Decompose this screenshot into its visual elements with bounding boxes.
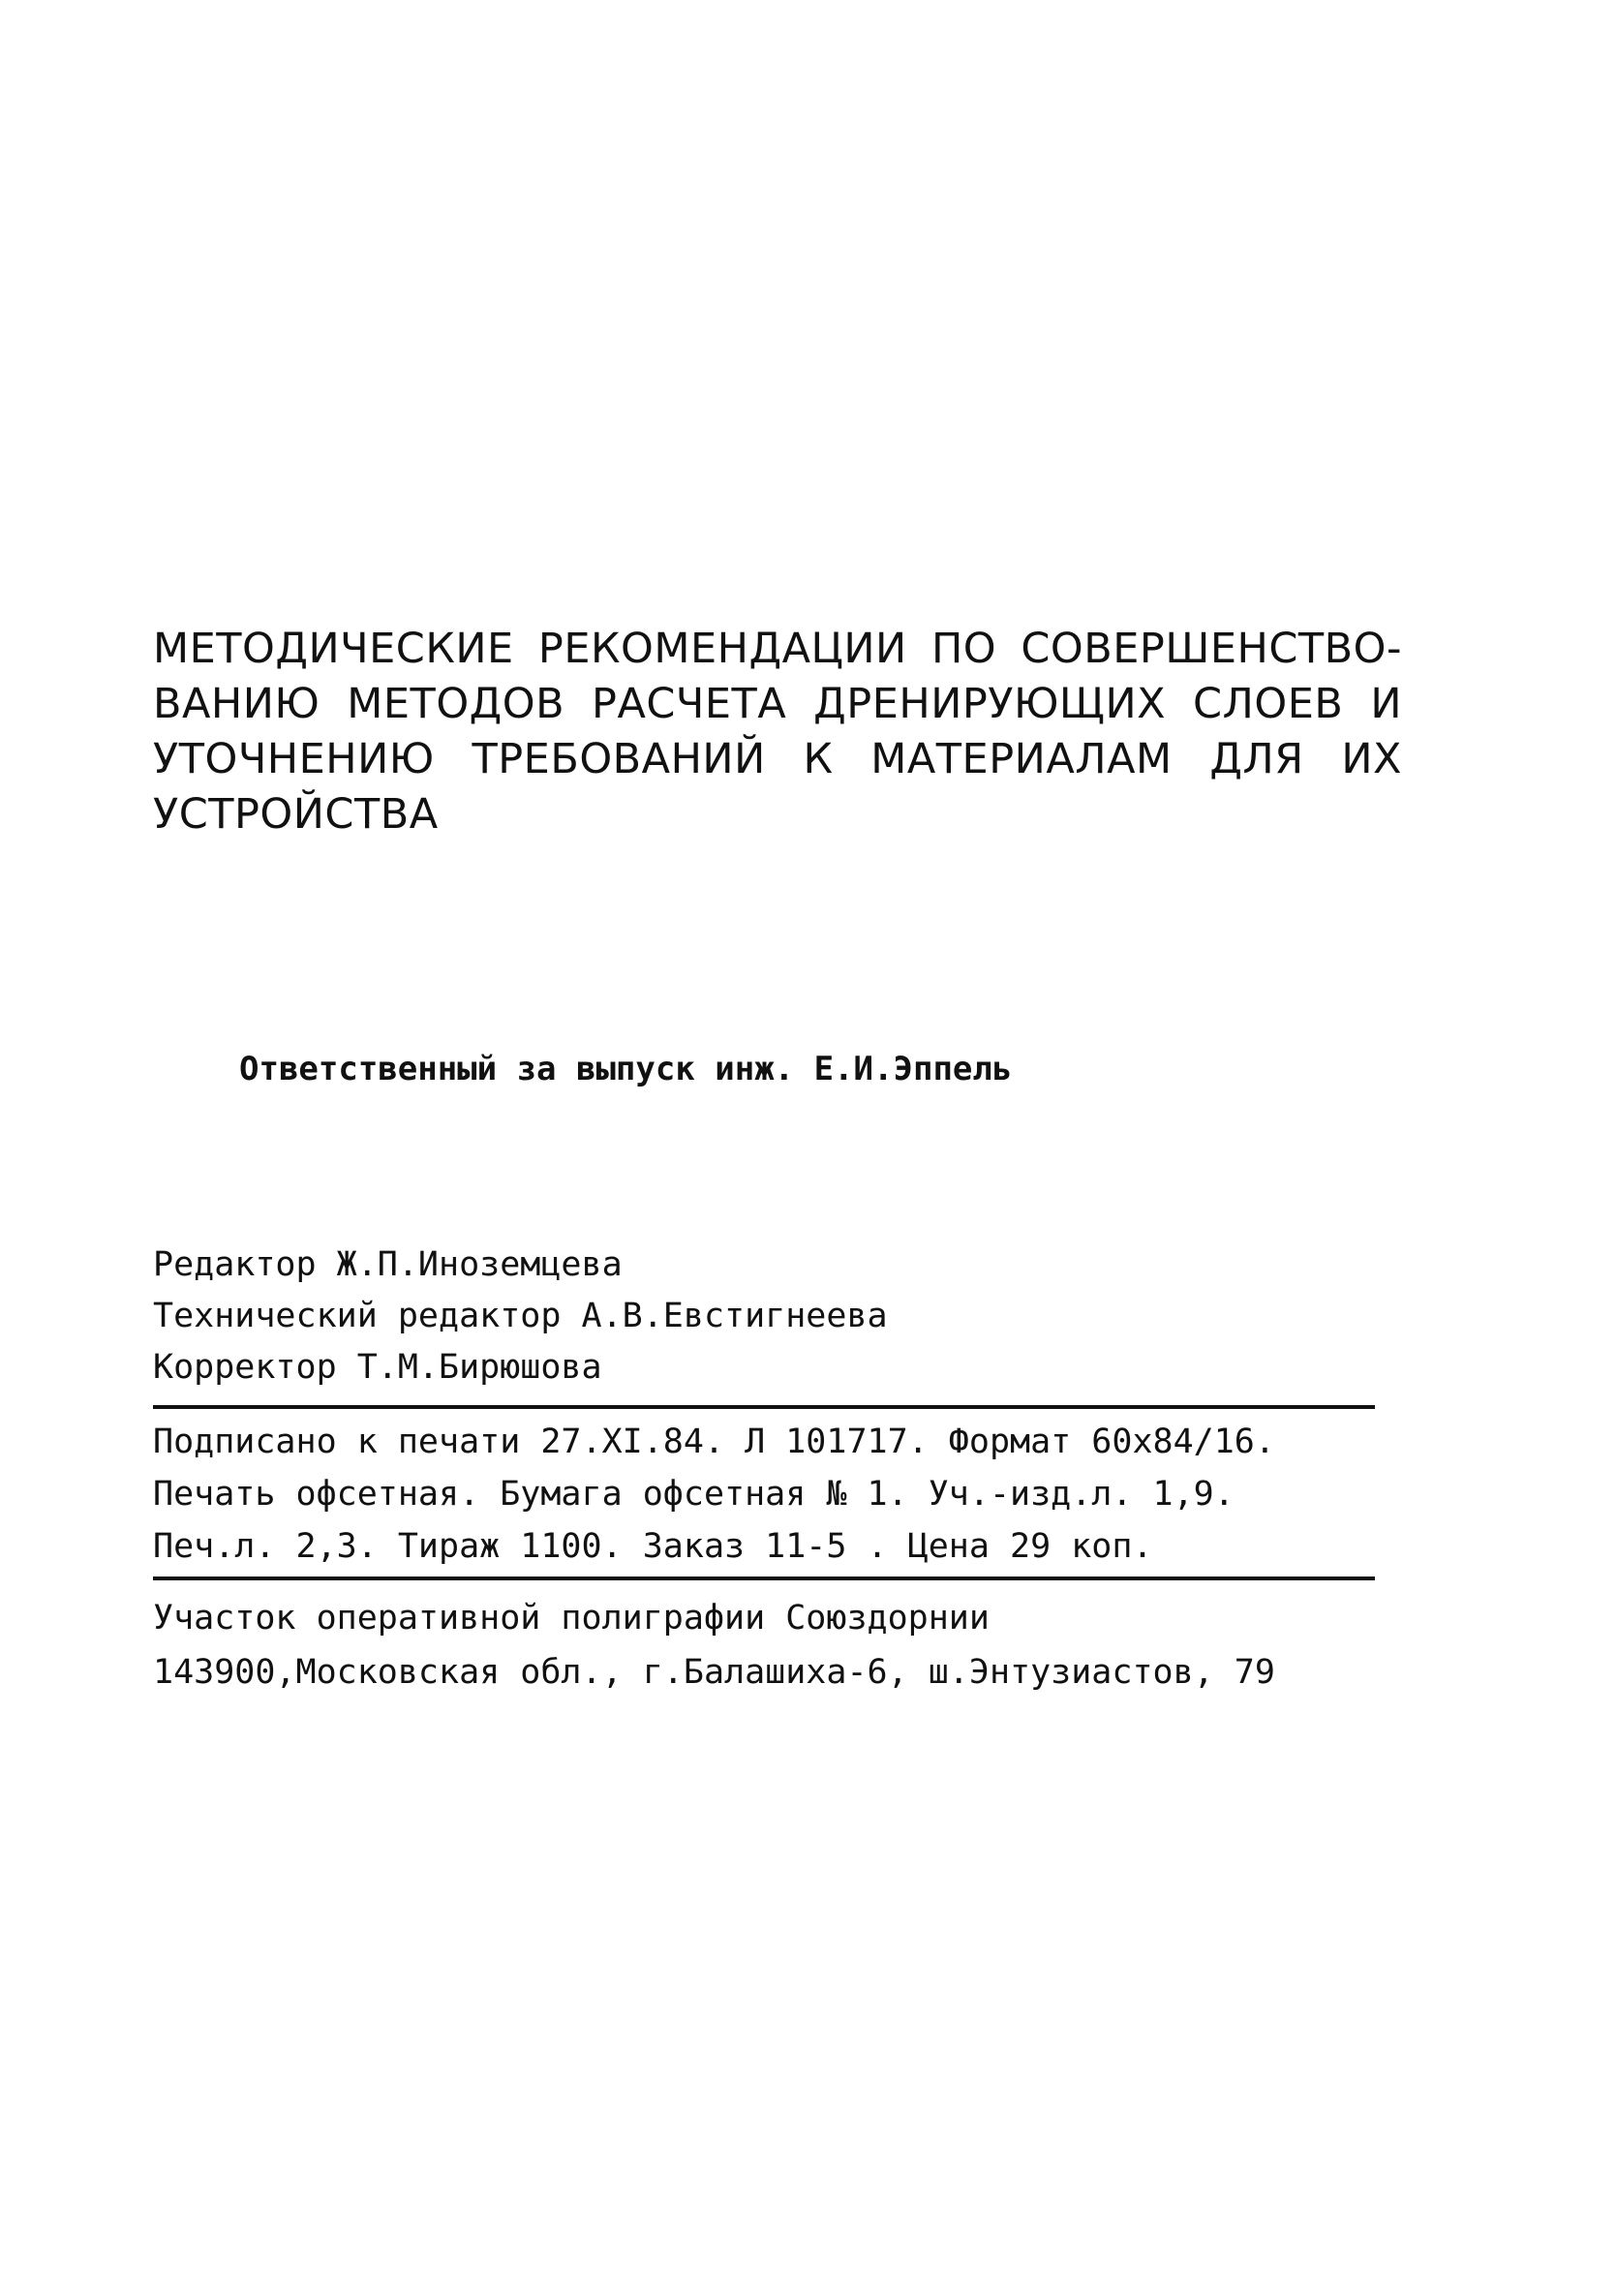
title-line-3: УТОЧНЕНИЮ ТРЕБОВАНИЙ К МАТЕРИАЛАМ ДЛЯ ИХ xyxy=(153,735,1402,783)
print-details-line-1: Подписано к печати 27.XI.84. Л 101717. Формат 60х84/16. xyxy=(153,1423,1275,1461)
imprint-line-2: 143900,Московская обл., г.Балашиха-6, ш.Энтузиастов, 79 xyxy=(153,1653,1275,1692)
divider-top xyxy=(153,1405,1375,1409)
divider-bottom xyxy=(153,1577,1375,1580)
print-details-line-3: Печ.л. 2,3. Тираж 1100. Заказ 11-5 . Цена 29 коп. xyxy=(153,1527,1153,1566)
editor-credit: Редактор Ж.П.Иноземцева xyxy=(153,1245,623,1284)
print-details-line-2: Печать офсетная. Бумага офсетная № 1. Уч.-изд.л. 1,9. xyxy=(153,1475,1235,1514)
title-line-2: ВАНИЮ МЕТОДОВ РАСЧЕТА ДРЕНИРУЮЩИХ СЛОЕВ И xyxy=(153,680,1402,728)
title-line-1: МЕТОДИЧЕСКИЕ РЕКОМЕНДАЦИИ ПО СОВЕРШЕНСТВО- xyxy=(153,625,1402,673)
printer-imprint xyxy=(153,1591,1275,1699)
responsible-person: Ответственный за выпуск инж. Е.И.Эппель xyxy=(239,1050,1013,1088)
proofreader-credit: Корректор Т.М.Бирюшова xyxy=(153,1348,602,1387)
title-line-4: УСТРОЙСТВА xyxy=(153,790,439,839)
staff-credits xyxy=(153,1240,888,1393)
tech-editor-credit: Технический редактор А.В.Евстигнеева xyxy=(153,1297,888,1335)
imprint-line-1: Участок оперативной полиграфии Союздорнии xyxy=(153,1599,990,1638)
document-title xyxy=(153,622,1402,842)
print-details xyxy=(153,1416,1275,1573)
